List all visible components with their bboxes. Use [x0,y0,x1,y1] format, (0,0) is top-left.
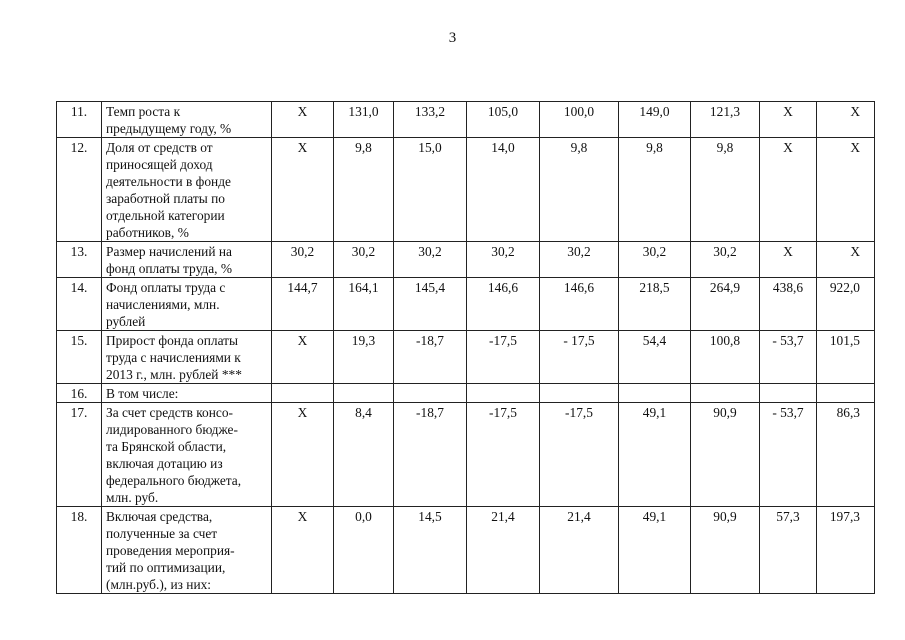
value-cell: 922,0 [817,278,875,331]
value-cell [817,384,875,403]
row-number: 12. [57,138,102,242]
value-cell: 131,0 [334,102,394,138]
value-cell: Х [272,507,334,594]
value-cell: 90,9 [691,403,760,507]
value-cell: 100,8 [691,331,760,384]
value-cell: 197,3 [817,507,875,594]
value-cell [691,384,760,403]
value-cell: Х [817,138,875,242]
row-number: 18. [57,507,102,594]
value-cell [467,384,540,403]
value-cell: 8,4 [334,403,394,507]
value-cell: 30,2 [334,242,394,278]
value-cell: Х [760,138,817,242]
row-label: В том числе: [102,384,272,403]
value-cell [272,384,334,403]
value-cell: -17,5 [467,403,540,507]
table-row [57,102,875,138]
value-cell [619,384,691,403]
value-cell: - 53,7 [760,331,817,384]
table-body [57,102,875,594]
table-row [57,138,875,242]
row-number: 14. [57,278,102,331]
row-number: 13. [57,242,102,278]
value-cell: 264,9 [691,278,760,331]
table-row [57,507,875,594]
value-cell: Х [272,403,334,507]
table-row [57,403,875,507]
row-label: Доля от средств от приносящей доход деятельности в фонде заработной платы по отдельной категории работников, % [102,138,272,242]
value-cell: 14,5 [394,507,467,594]
row-number: 15. [57,331,102,384]
value-cell [394,384,467,403]
row-label: Размер начислений на фонд оплаты труда, % [102,242,272,278]
value-cell: 0,0 [334,507,394,594]
value-cell: 146,6 [467,278,540,331]
value-cell: - 17,5 [540,331,619,384]
value-cell: 19,3 [334,331,394,384]
value-cell: Х [272,102,334,138]
value-cell: 30,2 [540,242,619,278]
row-label: Темп роста к предыдущему году, % [102,102,272,138]
row-label: Прирост фонда оплаты труда с начислениями к 2013 г., млн. рублей *** [102,331,272,384]
value-cell: 101,5 [817,331,875,384]
table-row [57,331,875,384]
row-label: Включая средства, полученные за счет проведения мероприя- тий по оптимизации, (млн.руб.), из них: [102,507,272,594]
page-number: 3 [448,30,457,46]
value-cell: 21,4 [540,507,619,594]
value-cell: 30,2 [394,242,467,278]
row-label: За счет средств консо- лидированного бюдже- та Брянской области, включая дотацию из федерального бюджета, млн. руб. [102,403,272,507]
value-cell: 438,6 [760,278,817,331]
value-cell: Х [760,102,817,138]
value-cell: 105,0 [467,102,540,138]
data-table [56,101,875,594]
row-number: 11. [57,102,102,138]
value-cell: 15,0 [394,138,467,242]
value-cell: 121,3 [691,102,760,138]
value-cell: -17,5 [540,403,619,507]
value-cell: 57,3 [760,507,817,594]
value-cell: 30,2 [272,242,334,278]
row-number: 16. [57,384,102,403]
value-cell: 218,5 [619,278,691,331]
value-cell: 164,1 [334,278,394,331]
table-row [57,384,875,403]
value-cell: Х [817,242,875,278]
value-cell: 133,2 [394,102,467,138]
value-cell: 14,0 [467,138,540,242]
value-cell: 49,1 [619,403,691,507]
value-cell: 30,2 [619,242,691,278]
value-cell: 144,7 [272,278,334,331]
value-cell: Х [760,242,817,278]
value-cell: 30,2 [467,242,540,278]
value-cell: 90,9 [691,507,760,594]
value-cell: Х [817,102,875,138]
value-cell: 54,4 [619,331,691,384]
value-cell: - 53,7 [760,403,817,507]
value-cell: -18,7 [394,403,467,507]
value-cell: 21,4 [467,507,540,594]
value-cell: 146,6 [540,278,619,331]
value-cell: 9,8 [540,138,619,242]
value-cell: 30,2 [691,242,760,278]
value-cell: -18,7 [394,331,467,384]
table-row [57,278,875,331]
value-cell: 9,8 [691,138,760,242]
value-cell: 149,0 [619,102,691,138]
row-number: 17. [57,403,102,507]
table-row [57,242,875,278]
value-cell [334,384,394,403]
value-cell: 9,8 [619,138,691,242]
value-cell: -17,5 [467,331,540,384]
value-cell: 100,0 [540,102,619,138]
value-cell [540,384,619,403]
value-cell [760,384,817,403]
value-cell: 49,1 [619,507,691,594]
value-cell: Х [272,331,334,384]
row-label: Фонд оплаты труда с начислениями, млн. рублей [102,278,272,331]
value-cell: 145,4 [394,278,467,331]
value-cell: 9,8 [334,138,394,242]
value-cell: Х [272,138,334,242]
value-cell: 86,3 [817,403,875,507]
